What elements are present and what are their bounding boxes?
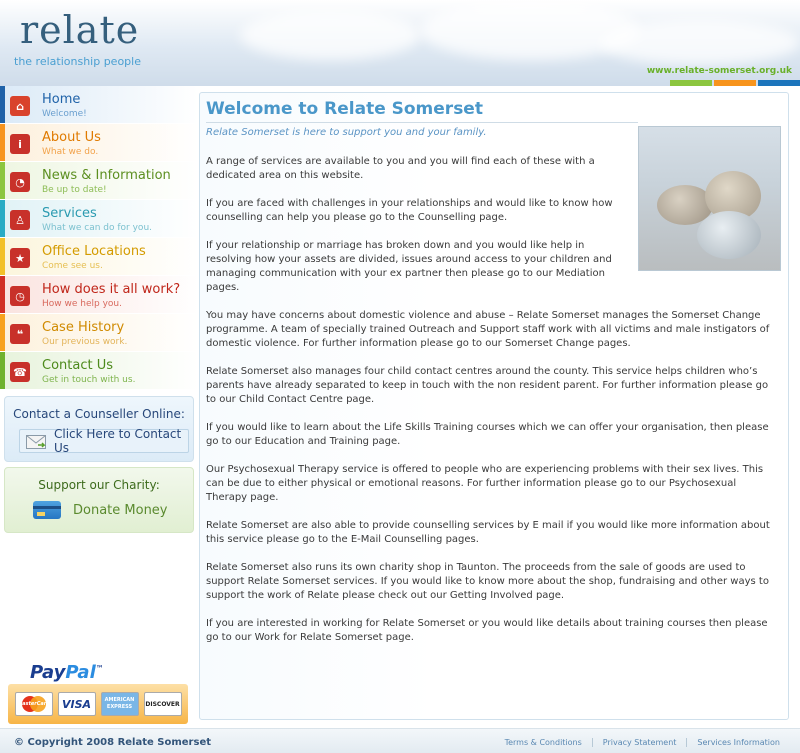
mastercard-icon <box>15 692 53 716</box>
content-paragraph: If you are interested in working for Relate Somerset or you would like details about training courses then please go to our Work for Relate Somerset page. <box>206 618 768 643</box>
main-content <box>199 92 789 720</box>
color-bar <box>670 80 712 86</box>
color-bar <box>758 80 800 86</box>
cloud-decoration <box>600 20 800 65</box>
amex-icon: AMERICAN EXPRESS <box>101 692 139 716</box>
paypal-logo-pal: Pal <box>65 662 96 683</box>
nav-item-about-us[interactable] <box>0 124 198 162</box>
content-paragraph: Relate Somerset also runs its own charity shop in Taunton. The proceeds from the sale of goods are used to support Relate Somerset services. If you would like to know more about the shop, fundraising and other ways to support the work of Relate please check out our Getting Involved page. <box>206 562 769 601</box>
contact-counsellor-panel <box>4 396 194 462</box>
site-tagline: the relationship people <box>14 55 141 68</box>
sidebar <box>0 86 198 726</box>
nav-item-subtitle: Be up to date! <box>42 185 107 195</box>
paypal-trademark: ™ <box>95 664 104 673</box>
donate-money-button[interactable] <box>33 498 168 522</box>
nav-item-office-locations[interactable] <box>0 238 198 276</box>
nav-item-title: Case History <box>42 320 125 335</box>
nav-item-title: Services <box>42 206 97 221</box>
intro-text: Relate Somerset is here to support you and your family. <box>206 127 487 138</box>
footer-link-terms[interactable]: Terms & Conditions <box>504 738 582 747</box>
footer-link-privacy[interactable]: Privacy Statement <box>592 738 687 747</box>
content-paragraph: Our Psychosexual Therapy service is offered to people who are experiencing problems with their sex lives. This can be due to either physical or emotional reasons. For further information please go to our Psychosexual Therapy page. <box>206 464 764 503</box>
content-paragraph: You may have concerns about domestic violence and abuse – Relate Somerset manages the Somerset Change programme. A team of specially trained Outreach and Support staff work with all victims and male instigators of domestic violence. For further information please go to our Somerset Change pages. <box>206 310 770 349</box>
nav-item-subtitle: What we do. <box>42 147 99 157</box>
title-divider <box>206 122 638 123</box>
contact-us-button[interactable] <box>19 429 189 453</box>
site-url[interactable]: www.relate-somerset.org.uk <box>646 66 792 76</box>
donate-money-button-label: Donate Money <box>73 502 168 518</box>
nav-item-subtitle: Our previous work. <box>42 337 128 347</box>
paypal-badge[interactable] <box>8 660 188 724</box>
cloud-decoration <box>240 10 420 60</box>
nav-item-subtitle: Get in touch with us. <box>42 375 136 385</box>
rss-icon: ◔ <box>10 172 30 192</box>
charity-panel-title: Support our Charity: <box>38 478 160 492</box>
home-icon: ⌂ <box>10 96 30 116</box>
footer-link-services-info[interactable]: Services Information <box>686 738 790 747</box>
envelope-icon <box>26 434 46 448</box>
nav-item-contact-us[interactable] <box>0 352 198 390</box>
content-paragraph: If you would like to learn about the Life Skills Training courses which we can offer your organisation, then please go to our Education and Training page. <box>206 422 769 447</box>
nav-item-services[interactable] <box>0 200 198 238</box>
main-nav <box>0 86 198 390</box>
content-paragraph: Relate Somerset also manages four child contact centres around the county. This service helps children who’s parents have already separated to keep in touch with the non resident parent. For further information please go to our Child Contact Centre page. <box>206 366 769 405</box>
nav-item-case-history[interactable] <box>0 314 198 352</box>
paypal-logo-pay: Pay <box>30 662 66 683</box>
color-bar <box>714 80 756 86</box>
star-icon: ★ <box>10 248 30 268</box>
site-logo[interactable]: relate <box>20 8 140 52</box>
nav-item-news-information[interactable] <box>0 162 198 200</box>
nav-item-title: How does it all work? <box>42 282 181 297</box>
header-color-bars <box>670 80 800 86</box>
copyright-text: © Copyright 2008 Relate Somerset <box>14 737 212 748</box>
footer-links <box>495 738 790 747</box>
phone-icon: ☎ <box>10 362 30 382</box>
visa-icon: VISA <box>58 692 96 716</box>
nav-item-subtitle: How we help you. <box>42 299 122 309</box>
nav-item-how-it-works[interactable] <box>0 276 198 314</box>
nav-item-subtitle: Come see us. <box>42 261 103 271</box>
person-icon: ♙ <box>10 210 30 230</box>
contact-us-button-label: Click Here to Contact Us <box>54 427 182 455</box>
contact-panel-title: Contact a Counseller Online: <box>13 407 185 421</box>
site-footer <box>0 728 800 753</box>
nav-item-subtitle: What we can do for you. <box>42 223 153 233</box>
accepted-cards <box>8 684 188 724</box>
welcome-content <box>206 155 780 659</box>
nav-item-title: About Us <box>42 130 101 145</box>
clock-icon: ◷ <box>10 286 30 306</box>
content-paragraph: If you are faced with challenges in your relationships and would like to know how counselling can help you please go to the Counselling page. <box>206 198 613 223</box>
chat-icon: ❝ <box>10 324 30 344</box>
nav-item-subtitle: Welcome! <box>42 109 87 119</box>
info-icon: i <box>10 134 30 154</box>
nav-item-title: News & Information <box>42 168 171 183</box>
mastercard-label: MasterCard <box>17 701 50 707</box>
paypal-logo <box>30 662 104 683</box>
nav-item-title: Home <box>42 92 81 107</box>
content-paragraph: A range of services are available to you and you will find each of these with a dedicated area on this website. <box>206 156 595 181</box>
discover-icon: DISCOVER <box>144 692 182 716</box>
page-title: Welcome to Relate Somerset <box>206 99 483 119</box>
credit-card-icon <box>33 501 61 519</box>
site-header <box>0 0 800 86</box>
support-charity-panel <box>4 467 194 533</box>
content-paragraph: If your relationship or marriage has broken down and you would like help in resolving how your assets are divided, issues around access to your children and managing communication with your ex partner then please go to our Mediation pages. <box>206 240 612 293</box>
content-paragraph: Relate Somerset are also able to provide counselling services by E mail if you would like more information about this service please go to the E-Mail Counselling pages. <box>206 520 770 545</box>
nav-item-title: Office Locations <box>42 244 146 259</box>
nav-item-title: Contact Us <box>42 358 113 373</box>
nav-item-home[interactable] <box>0 86 198 124</box>
